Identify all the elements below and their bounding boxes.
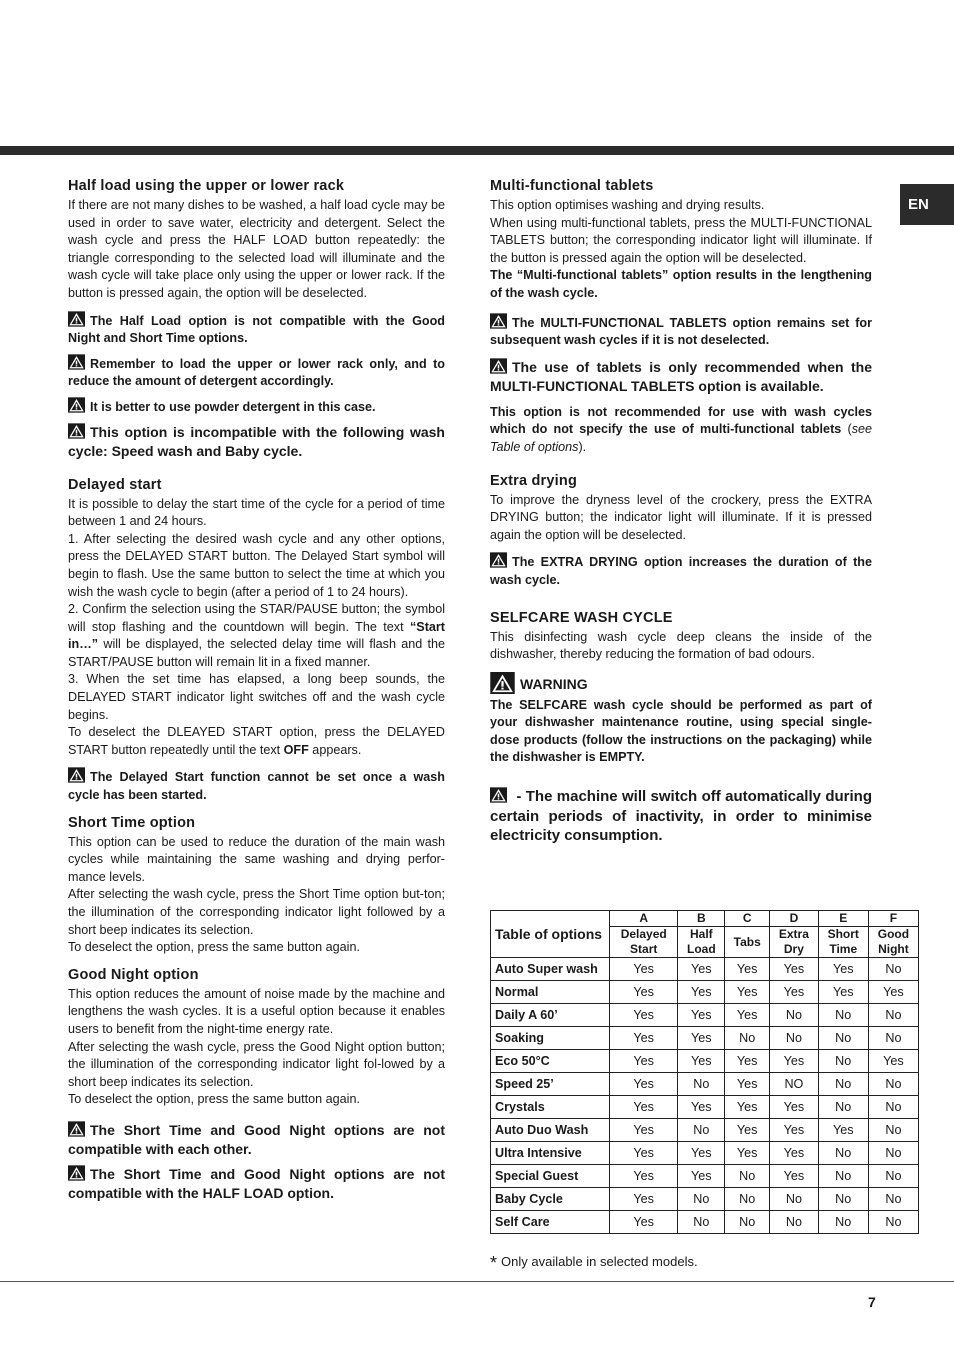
- table-row: [491, 1027, 919, 1050]
- row-label: Soaking: [491, 1027, 610, 1050]
- table-cell: No: [818, 1027, 868, 1050]
- delayed-start-p2: 1. After selecting the desired wash cycle and any other options, press the DELAYED START button. The Delayed Start symbol will begin to flash. Use the same button to select the time at which you wish the wash cycle to begin (after a period of 1 to 24 hours).: [68, 531, 445, 599]
- table-cell: No: [868, 1096, 918, 1119]
- multi-tablets-note-3: This option is not recommended for use with wash cycles which do not specify the use of multi-functional tablets (see Table of options).: [490, 404, 872, 454]
- table-cell: No: [868, 1027, 918, 1050]
- table-row: [491, 1142, 919, 1165]
- table-cell: No: [678, 1188, 725, 1211]
- col-header: Tabs: [725, 927, 770, 958]
- selfcare-warning-label: WARNING: [490, 672, 872, 694]
- good-night-p2: After selecting the wash cycle, press the Good Night option button; the illumination of the corresponding indicator light fol-lowed by a short beep indicates its selection.: [68, 1039, 445, 1089]
- table-cell: Yes: [770, 1050, 819, 1073]
- row-label: Self Care: [491, 1211, 610, 1234]
- good-night-title: Good Night option: [68, 966, 199, 983]
- multi-tablets-note-2: The use of tablets is only recommended when the MULTI-FUNCTIONAL TABLETS option is available.: [490, 358, 872, 394]
- good-night-note-2: The Short Time and Good Night options are not compatible with the HALF LOAD option.: [68, 1165, 445, 1201]
- row-label: Baby Cycle: [491, 1188, 610, 1211]
- col-header: Good Night: [868, 927, 918, 958]
- col-header: Half Load: [678, 927, 725, 958]
- delayed-start-p3: 2. Confirm the selection using the STAR/PAUSE button; the symbol will stop flashing and the countdown will begin. The text “Start in…” will be displayed, the selected delay time will flash and the START/PAUSE button will remain lit in a fixed manner.: [68, 602, 445, 669]
- half-load-text: If there are not many dishes to be washed, a half load cycle may be used in order to save water, electricity and detergent. Select the wash cycle and press the HALF LOAD button repeatedly: the triangle corresponding to the selected load will illuminate and the wash cycle will take place only using the upper or lower rack. If the button is pressed again, the option will be deselected.: [68, 198, 445, 300]
- table-cell: Yes: [610, 981, 678, 1004]
- table-cell: No: [678, 1119, 725, 1142]
- table-cell: No: [770, 1188, 819, 1211]
- multi-tablets-p2: When using multi-functional tablets, press the MULTI-FUNCTIONAL TABLETS button; the corresponding indicator light will illuminate. If the button is pressed again the option will be deselected.: [490, 215, 872, 265]
- table-cell: No: [725, 1211, 770, 1234]
- good-night-p1: This option reduces the amount of noise made by the machine and lengthens the wash cycles. It is a useful option because it enables users to benefit from the night-time energy rate.: [68, 986, 445, 1036]
- table-cell: Yes: [678, 1027, 725, 1050]
- table-cell: Yes: [725, 1142, 770, 1165]
- warning-icon: [490, 552, 507, 568]
- table-cell: Yes: [770, 1142, 819, 1165]
- header-bar: [0, 146, 954, 155]
- table-cell: Yes: [678, 958, 725, 981]
- multi-tablets-bold: The “Multi-functional tablets” option results in the lengthening of the wash cycle.: [490, 268, 872, 300]
- warning-icon: [490, 672, 515, 694]
- table-cell: No: [818, 1073, 868, 1096]
- col-header: Extra Dry: [770, 927, 819, 958]
- table-cell: Yes: [770, 1096, 819, 1119]
- row-label: Eco 50°C: [491, 1050, 610, 1073]
- short-time-title: Short Time option: [68, 814, 196, 831]
- table-footnote: * Only available in selected models.: [490, 1253, 698, 1273]
- table-row: [491, 1073, 919, 1096]
- extra-drying-title: Extra drying: [490, 472, 578, 489]
- short-time-p1: This option can be used to reduce the duration of the main wash cycles while maintaining the same washing and drying perfor-mance levels.: [68, 834, 445, 884]
- short-time-p2: After selecting the wash cycle, press the Short Time option but-ton; the illumination of the corresponding indicator light followed by a short beep indicates its selection.: [68, 887, 445, 937]
- warning-icon: [68, 1121, 85, 1137]
- table-row: [491, 1119, 919, 1142]
- table-cell: Yes: [678, 1050, 725, 1073]
- multi-tablets-note-1: The MULTI-FUNCTIONAL TABLETS option remains set for subsequent wash cycles if it is not deselected.: [490, 313, 872, 350]
- table-row: [491, 1050, 919, 1073]
- delayed-start-p4: 3. When the set time has elapsed, a long beep sounds, the DELAYED START indicator light switches off and the wash cycle begins.: [68, 672, 445, 722]
- half-load-note-2: Remember to load the upper or lower rack only, and to reduce the amount of detergent accordingly.: [68, 354, 445, 391]
- table-row: [491, 958, 919, 981]
- table-cell: No: [868, 1119, 918, 1142]
- table-cell: No: [818, 1096, 868, 1119]
- table-cell: No: [868, 1165, 918, 1188]
- table-cell: Yes: [610, 1073, 678, 1096]
- table-cell: Yes: [678, 1165, 725, 1188]
- table-cell: No: [725, 1165, 770, 1188]
- table-cell: No: [770, 1004, 819, 1027]
- table-cell: No: [770, 1027, 819, 1050]
- table-cell: No: [868, 958, 918, 981]
- warning-icon: [490, 313, 507, 329]
- multi-tablets-p1: This option optimises washing and drying results.: [490, 198, 765, 212]
- table-cell: No: [770, 1211, 819, 1234]
- half-load-title: Half load using the upper or lower rack: [68, 178, 345, 194]
- table-cell: Yes: [725, 1119, 770, 1142]
- delayed-start-title: Delayed start: [68, 476, 162, 493]
- table-cell: NO: [770, 1073, 819, 1096]
- table-row: [491, 1165, 919, 1188]
- table-cell: No: [725, 1188, 770, 1211]
- half-load-note-3: It is better to use powder detergent in this case.: [68, 397, 445, 417]
- table-cell: Yes: [725, 981, 770, 1004]
- table-cell: No: [868, 1211, 918, 1234]
- table-cell: No: [818, 1050, 868, 1073]
- table-cell: Yes: [610, 1027, 678, 1050]
- warning-icon: [68, 354, 85, 370]
- row-label: Daily A 60’: [491, 1004, 610, 1027]
- table-cell: No: [678, 1211, 725, 1234]
- table-cell: Yes: [678, 1004, 725, 1027]
- warning-icon: [490, 787, 507, 803]
- language-tab: EN: [900, 184, 954, 225]
- table-cell: Yes: [770, 1165, 819, 1188]
- row-label: Auto Duo Wash: [491, 1119, 610, 1142]
- table-cell: Yes: [770, 958, 819, 981]
- left-column: [68, 178, 445, 1203]
- table-cell: Yes: [770, 981, 819, 1004]
- warning-icon: [68, 397, 85, 413]
- half-load-note-1: The Half Load option is not compatible with the Good Night and Short Time options.: [68, 311, 445, 348]
- footer-line: [0, 1281, 954, 1282]
- multi-tablets-title: Multi-functional tablets: [490, 178, 654, 194]
- table-cell: No: [818, 1211, 868, 1234]
- good-night-note-1: The Short Time and Good Night options are not compatible with each other.: [68, 1121, 445, 1157]
- table-cell: Yes: [725, 1004, 770, 1027]
- warning-icon: [68, 311, 85, 327]
- table-cell: Yes: [610, 1119, 678, 1142]
- table-cell: No: [868, 1004, 918, 1027]
- table-cell: Yes: [678, 1142, 725, 1165]
- table-cell: Yes: [610, 1211, 678, 1234]
- warning-icon: [68, 1165, 85, 1181]
- good-night-p3: To deselect the option, press the same button again.: [68, 1092, 360, 1107]
- extra-drying-note: The EXTRA DRYING option increases the duration of the wash cycle.: [490, 552, 872, 589]
- table-cell: Yes: [868, 1050, 918, 1073]
- table-cell: Yes: [610, 958, 678, 981]
- options-table: [490, 910, 919, 1234]
- table-cell: Yes: [770, 1119, 819, 1142]
- warning-icon: [68, 423, 85, 439]
- table-cell: No: [818, 1142, 868, 1165]
- extra-drying-p1: To improve the dryness level of the crockery, press the EXTRA DRYING button; the indicator light will illuminate. If it is pressed again the option will be deselected.: [490, 492, 872, 542]
- row-label: Ultra Intensive: [491, 1142, 610, 1165]
- page-number: 7: [868, 1294, 876, 1310]
- table-cell: Yes: [610, 1004, 678, 1027]
- half-load-note-4: This option is incompatible with the following wash cycle: Speed wash and Baby cycle.: [68, 423, 445, 459]
- table-cell: No: [868, 1073, 918, 1096]
- table-cell: No: [818, 1004, 868, 1027]
- col-header: Short Time: [818, 927, 868, 958]
- table-row: [491, 981, 919, 1004]
- table-cell: Yes: [610, 1165, 678, 1188]
- col-letter: C: [725, 911, 770, 927]
- table-cell: Yes: [818, 958, 868, 981]
- table-cell: Yes: [818, 981, 868, 1004]
- selfcare-title: SELFCARE WASH CYCLE: [490, 609, 673, 626]
- row-label: Auto Super wash: [491, 958, 610, 981]
- table-cell: Yes: [610, 1096, 678, 1119]
- col-letter: B: [678, 911, 725, 927]
- table-cell: Yes: [818, 1119, 868, 1142]
- table-cell: No: [818, 1165, 868, 1188]
- row-label: Normal: [491, 981, 610, 1004]
- selfcare-warning-text: The SELFCARE wash cycle should be performed as part of your dishwasher maintenance routine, using special single-dose products (follow the instructions on the packaging) while the dishwasher is EMPTY.: [490, 697, 872, 765]
- table-row: [491, 1211, 919, 1234]
- warning-icon: [68, 767, 85, 783]
- delayed-start-p5: To deselect the DLEAYED START option, press the DELAYED START button repeatedly until the text OFF appears.: [68, 725, 445, 757]
- table-cell: Yes: [610, 1142, 678, 1165]
- table-cell: No: [725, 1027, 770, 1050]
- table-row: [491, 1004, 919, 1027]
- table-cell: No: [678, 1073, 725, 1096]
- col-letter: E: [818, 911, 868, 927]
- table-cell: Yes: [725, 1050, 770, 1073]
- table-cell: Yes: [678, 981, 725, 1004]
- table-cell: Yes: [725, 1096, 770, 1119]
- table-cell: Yes: [610, 1188, 678, 1211]
- col-letter: F: [868, 911, 918, 927]
- delayed-start-p1: It is possible to delay the start time of the cycle for a period of time between 1 and 24 hours.: [68, 496, 445, 529]
- table-cell: Yes: [725, 958, 770, 981]
- table-title: Table of options: [491, 911, 610, 958]
- col-letter: A: [610, 911, 678, 927]
- table-cell: Yes: [725, 1073, 770, 1096]
- table-cell: No: [868, 1188, 918, 1211]
- right-column: [490, 178, 872, 846]
- table-cell: Yes: [868, 981, 918, 1004]
- selfcare-p1: This disinfecting wash cycle deep cleans the inside of the dishwasher, thereby reducing the formation of bad odours.: [490, 629, 872, 662]
- row-label: Speed 25’: [491, 1073, 610, 1096]
- warning-icon: [490, 358, 507, 374]
- table-row: [491, 1096, 919, 1119]
- table-cell: No: [818, 1188, 868, 1211]
- table-cell: Yes: [678, 1096, 725, 1119]
- table-cell: Yes: [610, 1050, 678, 1073]
- delayed-start-note: The Delayed Start function cannot be set once a wash cycle has been started.: [68, 767, 445, 804]
- table-row: [491, 1188, 919, 1211]
- row-label: Crystals: [491, 1096, 610, 1119]
- auto-off-note: - The machine will switch off automatically during certain periods of inactivity, in order to minimise electricity consumption.: [490, 788, 872, 845]
- short-time-p3: To deselect the option, press the same button again.: [68, 940, 360, 955]
- table-letter-row: [491, 911, 919, 927]
- col-letter: D: [770, 911, 819, 927]
- row-label: Special Guest: [491, 1165, 610, 1188]
- table-cell: No: [868, 1142, 918, 1165]
- col-header: Delayed Start: [610, 927, 678, 958]
